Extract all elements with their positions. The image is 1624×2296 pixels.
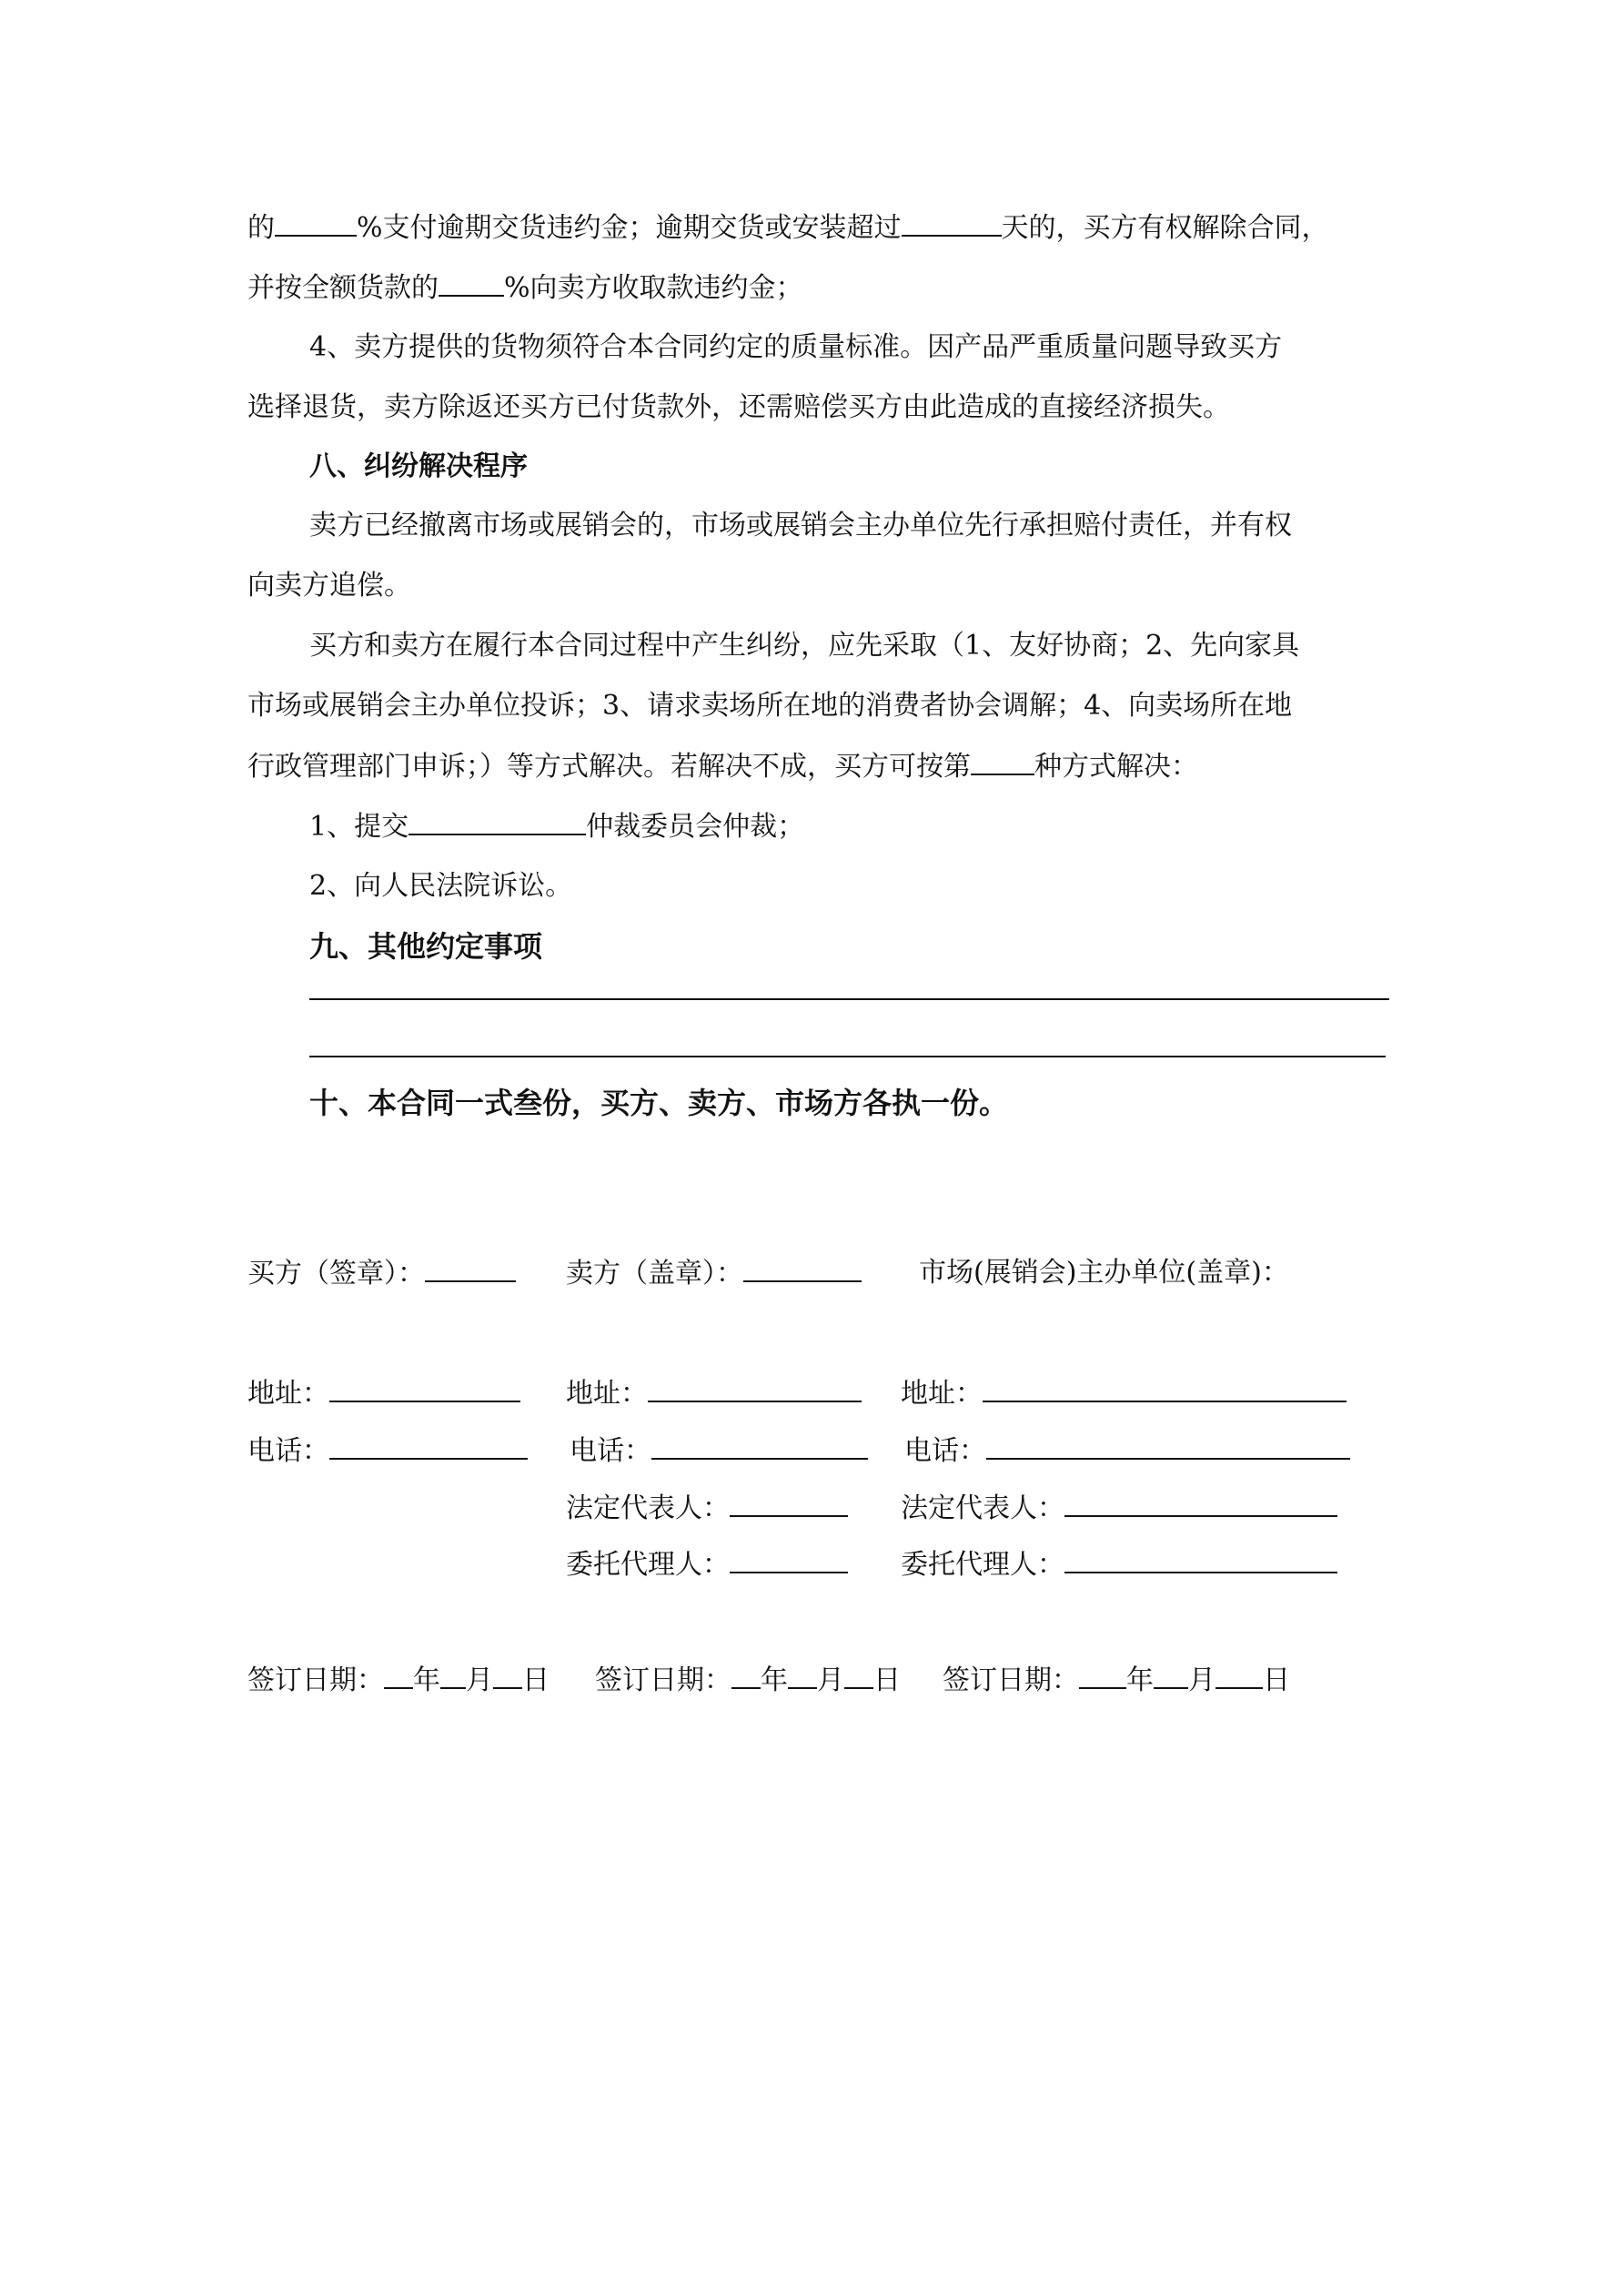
other-terms-line-2[interactable] bbox=[309, 1056, 1386, 1057]
seller-legal-rep-blank[interactable] bbox=[730, 1490, 848, 1517]
seller-address-row bbox=[566, 1375, 862, 1412]
phone-label: 电话： bbox=[904, 1435, 986, 1467]
year-label: 年 bbox=[1126, 1664, 1154, 1696]
phone-label: 电话： bbox=[247, 1435, 329, 1467]
buyer-phone-row bbox=[247, 1432, 528, 1470]
clause7-item4-line1: 4、卖方提供的货物须符合本合同约定的质量标准。因产品严重质量问题导致买方 bbox=[309, 331, 1283, 363]
year-label: 年 bbox=[761, 1664, 788, 1696]
month-label: 月 bbox=[817, 1664, 844, 1696]
clause7-text: 的 bbox=[247, 212, 275, 244]
section8-p5 bbox=[247, 748, 1394, 785]
agent-label: 委托代理人： bbox=[901, 1549, 1064, 1581]
buyer-sign-blank[interactable] bbox=[425, 1255, 516, 1282]
sign-date-label: 签订日期： bbox=[247, 1664, 384, 1696]
buyer-sign-date bbox=[247, 1662, 550, 1699]
seller-sign-row bbox=[566, 1255, 862, 1292]
day-blank[interactable] bbox=[844, 1662, 873, 1689]
year-blank[interactable] bbox=[384, 1662, 413, 1689]
buyer-sign-label: 买方（签章）： bbox=[247, 1258, 425, 1290]
market-address-blank[interactable] bbox=[983, 1375, 1347, 1402]
option1-text: 仲裁委员会仲裁； bbox=[586, 811, 805, 843]
buyer-sign-row bbox=[247, 1255, 516, 1292]
arbitration-committee-blank[interactable] bbox=[409, 808, 586, 835]
market-sign-label: 市场(展销会)主办单位(盖章)： bbox=[919, 1257, 1289, 1289]
day-label: 日 bbox=[1263, 1664, 1290, 1696]
seller-agent-blank[interactable] bbox=[730, 1546, 848, 1573]
section9-title: 九、其他约定事项 bbox=[309, 929, 543, 964]
seller-sign-label: 卖方（盖章）： bbox=[566, 1258, 743, 1290]
other-terms-line-1[interactable] bbox=[309, 998, 1389, 1000]
section10-title: 十、本合同一式叁份，买方、卖方、市场方各执一份。 bbox=[309, 1086, 1009, 1120]
clause7-line2 bbox=[247, 269, 1394, 307]
clause7-text: %向卖方收取款违约金； bbox=[504, 272, 803, 304]
market-agent-row bbox=[901, 1546, 1337, 1583]
option1-text: 1、提交 bbox=[309, 811, 409, 843]
section8-p1: 卖方已经撤离市场或展销会的，市场或展销会主办单位先行承担赔付责任，并有权 bbox=[309, 510, 1292, 541]
clause7-line1 bbox=[247, 209, 1394, 247]
year-label: 年 bbox=[413, 1664, 440, 1696]
option1 bbox=[309, 808, 1456, 845]
address-label: 地址： bbox=[566, 1378, 648, 1410]
clause7-text: %支付逾期交货违约金；逾期交货或安装超过 bbox=[357, 212, 902, 244]
percent-blank[interactable] bbox=[275, 209, 357, 237]
month-blank[interactable] bbox=[1154, 1662, 1188, 1689]
seller-phone-blank[interactable] bbox=[651, 1432, 868, 1460]
market-agent-blank[interactable] bbox=[1064, 1546, 1337, 1573]
day-blank[interactable] bbox=[493, 1662, 522, 1689]
legal-rep-label: 法定代表人： bbox=[566, 1492, 730, 1524]
option2: 2、向人民法院诉讼。 bbox=[309, 870, 573, 902]
month-blank[interactable] bbox=[440, 1662, 466, 1689]
section8-p2: 向卖方追偿。 bbox=[247, 570, 411, 602]
seller-legal-rep-row bbox=[566, 1490, 848, 1527]
market-legal-rep-row bbox=[901, 1490, 1337, 1527]
section8-title: 八、纠纷解决程序 bbox=[309, 450, 528, 482]
market-phone-row bbox=[904, 1432, 1350, 1470]
clause7-item4-line2: 选择退货，卖方除返还买方已付货款外，还需赔偿买方由此造成的直接经济损失。 bbox=[247, 391, 1230, 423]
section8-text: 种方式解决： bbox=[1034, 751, 1198, 783]
sign-date-label: 签订日期： bbox=[943, 1664, 1079, 1696]
section8-text: 行政管理部门申诉；）等方式解决。若解决不成，买方可按第 bbox=[247, 751, 971, 783]
month-label: 月 bbox=[1188, 1664, 1215, 1696]
section8-p4: 市场或展销会主办单位投诉；3、请求卖场所在地的消费者协会调解；4、向卖场所在地 bbox=[247, 690, 1293, 722]
market-sign-row bbox=[919, 1255, 1392, 1291]
address-label: 地址： bbox=[247, 1378, 329, 1410]
buyer-phone-blank[interactable] bbox=[329, 1432, 528, 1460]
clause7-text: 并按全额货款的 bbox=[247, 272, 439, 304]
market-address-row bbox=[901, 1375, 1347, 1412]
day-blank[interactable] bbox=[1215, 1662, 1263, 1689]
seller-address-blank[interactable] bbox=[648, 1375, 862, 1402]
agent-label: 委托代理人： bbox=[566, 1549, 730, 1581]
seller-sign-date bbox=[595, 1662, 901, 1699]
penalty-percent-blank[interactable] bbox=[439, 269, 504, 297]
seller-phone-row bbox=[570, 1432, 868, 1470]
address-label: 地址： bbox=[901, 1378, 983, 1410]
year-blank[interactable] bbox=[1079, 1662, 1126, 1689]
clause7-text: 天的，买方有权解除合同， bbox=[1001, 212, 1329, 244]
month-label: 月 bbox=[466, 1664, 493, 1696]
day-label: 日 bbox=[522, 1664, 550, 1696]
sign-date-label: 签订日期： bbox=[595, 1664, 731, 1696]
market-sign-date bbox=[943, 1662, 1290, 1699]
buyer-address-row bbox=[247, 1375, 520, 1412]
day-label: 日 bbox=[873, 1664, 901, 1696]
method-number-blank[interactable] bbox=[971, 748, 1034, 775]
seller-agent-row bbox=[566, 1546, 848, 1583]
market-phone-blank[interactable] bbox=[986, 1432, 1350, 1460]
year-blank[interactable] bbox=[731, 1662, 761, 1689]
buyer-address-blank[interactable] bbox=[329, 1375, 520, 1402]
days-blank[interactable] bbox=[902, 209, 1002, 237]
market-legal-rep-blank[interactable] bbox=[1064, 1490, 1337, 1517]
seller-sign-blank[interactable] bbox=[743, 1255, 862, 1282]
phone-label: 电话： bbox=[570, 1435, 651, 1467]
month-blank[interactable] bbox=[788, 1662, 817, 1689]
legal-rep-label: 法定代表人： bbox=[901, 1492, 1064, 1524]
section8-p3: 买方和卖方在履行本合同过程中产生纠纷，应先采取（1、友好协商；2、先向家具 bbox=[309, 630, 1300, 662]
